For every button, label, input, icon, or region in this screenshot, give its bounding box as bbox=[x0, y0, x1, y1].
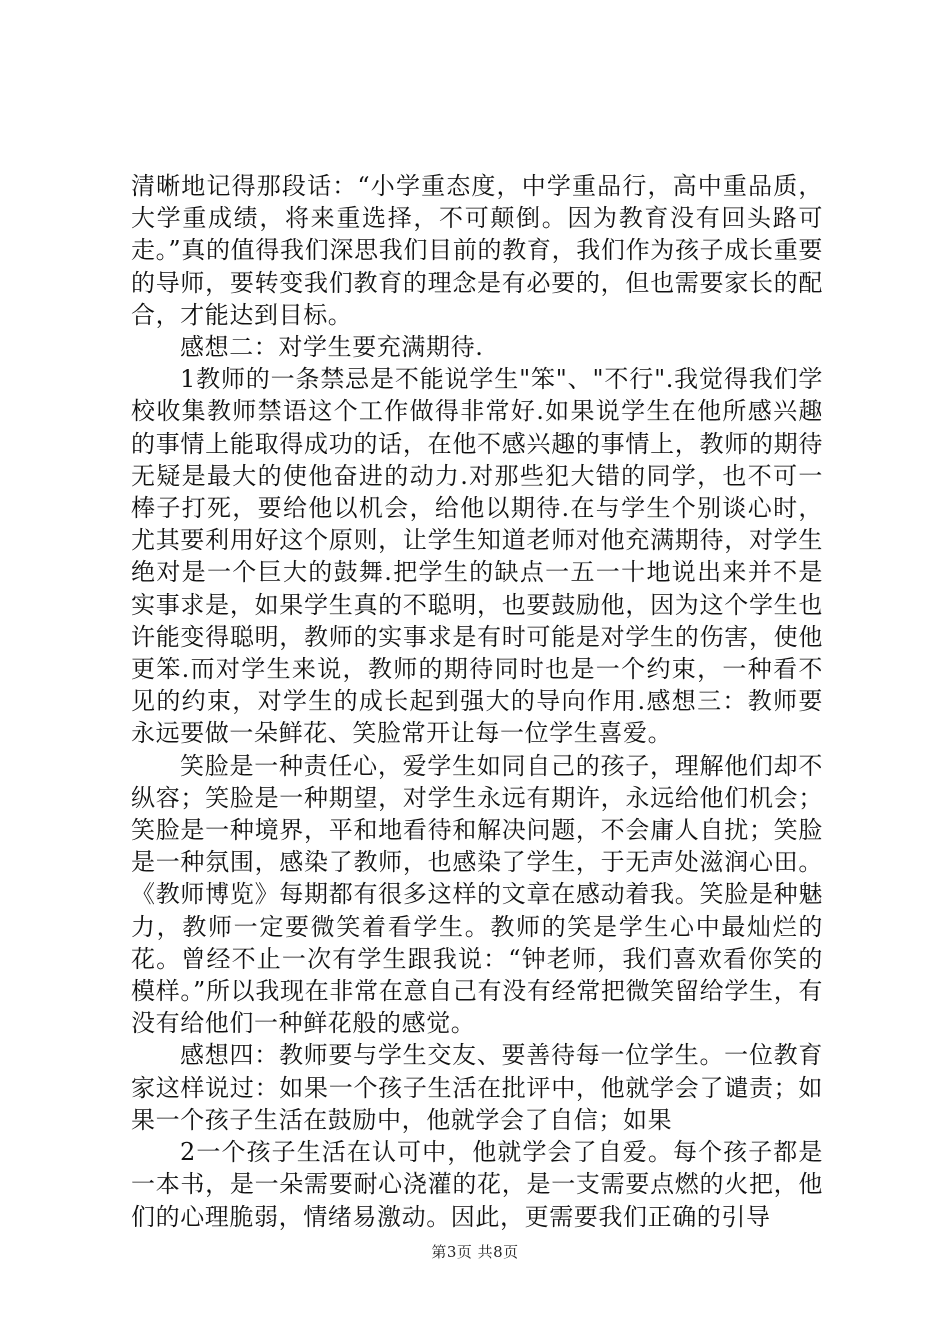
paragraph-3: 1教师的一条禁忌是不能说学生"笨"、"不行".我觉得我们学校收集教师禁语这个工作做得非常好.如果说学生在他所感兴趣的事情上能取得成功的话，在他不感兴趣的事情上，教师的期待无疑是最大的使他奋进的动力.对那些犯大错的同学，也不可一棒子打死，要给他以机会，给他以期待.在与学生个别谈心时，尤其要利用好这个原则，让学生知道老师对他充满期待，对学生绝对是一个巨大的鼓舞.把学生的缺点一五一十地说出来并不是实事求是，如果学生真的不聪明，也要鼓励他，因为这个学生也许能变得聪明，教师的实事求是有时可能是对学生的伤害，使他更笨.而对学生来说，教师的期待同时也是一个约束，一种看不见的约束，对学生的成长起到强大的导向作用.感想三：教师要永远要做一朵鲜花、笑脸常开让每一位学生喜爱。 bbox=[131, 365, 823, 748]
document-body bbox=[131, 170, 823, 1233]
paragraph-5: 感想四：教师要与学生交友、要善待每一位学生。一位教育家这样说过：如果一个孩子生活在批评中，他就学会了谴责；如果一个孩子生活在鼓励中，他就学会了自信；如果 bbox=[131, 1041, 823, 1134]
page-number-footer: 第3页 共8页 bbox=[431, 1243, 519, 1261]
paragraph-1: 清晰地记得那段话：“小学重态度，中学重品行，高中重品质，大学重成绩，将来重选择，不可颠倒。因为教育没有回头路可走。”真的值得我们深思我们目前的教育，我们作为孩子成长重要的导师，要转变我们教育的理念是有必要的，但也需要家长的配合，才能达到目标。 bbox=[131, 172, 823, 329]
paragraph-2-heading: 感想二：对学生要充满期待. bbox=[180, 333, 484, 362]
paragraph-4: 笑脸是一种责任心，爱学生如同自己的孩子，理解他们却不纵容；笑脸是一种期望，对学生永远有期许，永远给他们机会；笑脸是一种境界，平和地看待和解决问题，不会庸人自扰；笑脸是一种氛围，感染了教师，也感染了学生，于无声处滋润心田。《教师博览》每期都有很多这样的文章在感动着我。笑脸是种魅力，教师一定要微笑着看学生。教师的笑是学生心中最灿烂的花。曾经不止一次有学生跟我说：“钟老师，我们喜欢看你笑的模样。”所以我现在非常在意自己有没有经常把微笑留给学生，有没有给他们一种鲜花般的感觉。 bbox=[131, 751, 823, 1038]
paragraph-6: 2一个孩子生活在认可中，他就学会了自爱。每个孩子都是一本书，是一朵需要耐心浇灌的花，是一支需要点燃的火把，他们的心理脆弱，情绪易激动。因此，更需要我们正确的引导 bbox=[131, 1138, 823, 1231]
